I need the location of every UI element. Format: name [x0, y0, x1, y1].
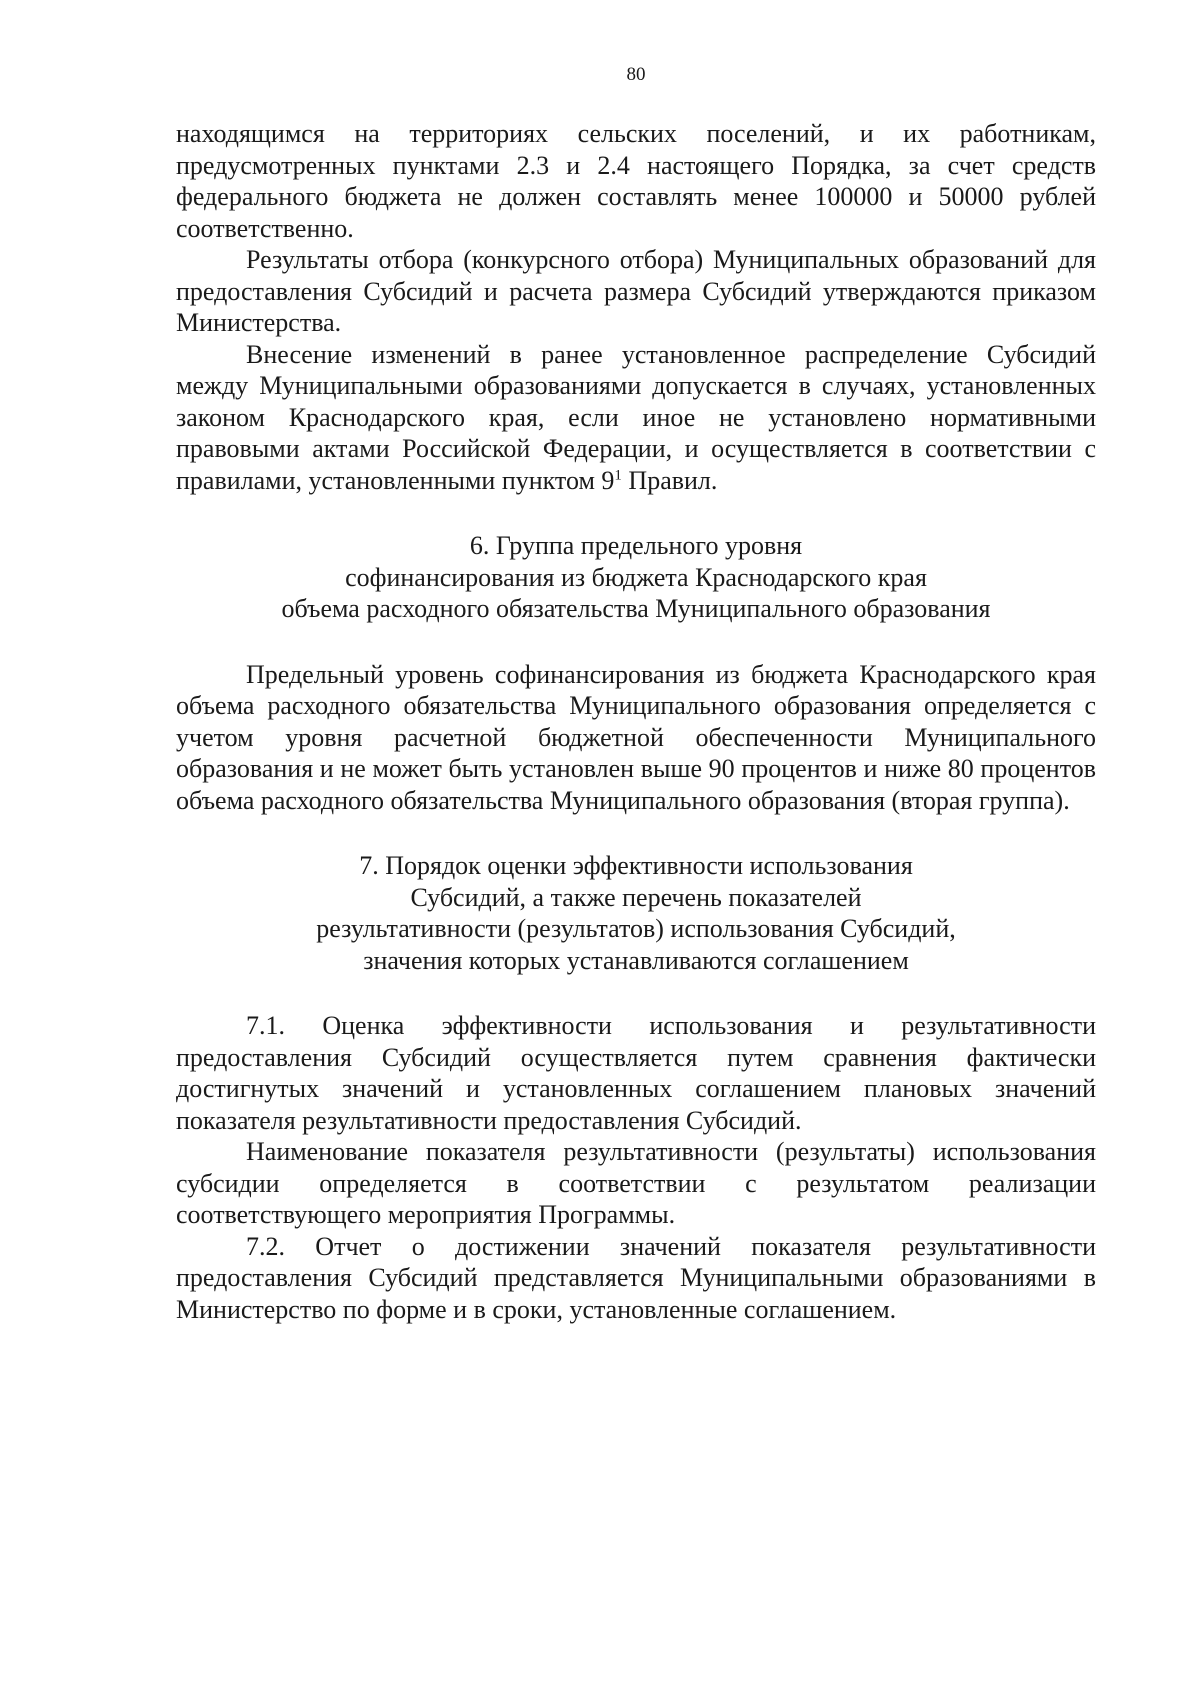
page-number: 80: [626, 64, 646, 85]
section-7-heading-line: Субсидий, а также перечень показателей: [410, 882, 862, 912]
paragraph-7-2: 7.2. Отчет о достижении значений показателя результативности предоставления Субсидий представляется Муниципальными образованиями в Министерство по форме и в сроки, установленные соглашением.: [176, 1231, 1096, 1324]
section-6-heading: [176, 530, 1096, 625]
footnote-superscript: 1: [614, 466, 622, 483]
section-7-heading-line: 7. Порядок оценки эффективности использования: [359, 851, 913, 880]
document-body: [176, 118, 1096, 1325]
paragraph-selection-results: Результаты отбора (конкурсного отбора) Муниципальных образований для предоставления Субсидий и расчета размера Субсидий утверждаются приказом Министерства.: [176, 245, 1096, 337]
section-6-heading-line: 6. Группа предельного уровня: [469, 531, 803, 560]
paragraph-distribution-changes: [176, 339, 1096, 497]
paragraph-7-1: 7.1. Оценка эффективности использования и результативности предоставления Субсидий осуществляется путем сравнения фактически достигнутых значений и установленных соглашением плановых значений показателя результативности предоставления Субсидий.: [176, 1011, 1096, 1135]
section-6-heading-line: объема расходного обязательства Муниципального образования: [281, 594, 991, 623]
section-7-heading-line: результативности (результатов) использования Субсидий,: [316, 914, 956, 943]
section-6-heading-line: софинансирования из бюджета Краснодарского края: [345, 562, 927, 592]
paragraph-distribution-changes-text: Внесение изменений в ранее установленное распределение Субсидий между Муниципальными образованиями допускается в случаях, установленных законом Краснодарского края, если иное не установлено нормативными правовыми актами Российской Федерации, и осуществляется в соответствии с правилами, установленными пунктом 9: [176, 339, 1096, 495]
paragraph-cofinancing-level: Предельный уровень софинансирования из бюджета Краснодарского края объема расходного обязательства Муниципального образования определяется с учетом уровня расчетной бюджетной обеспеченности Муниципального образования и не может быть установлен выше 90 процентов и ниже 80 процентов объема расходного обязательства Муниципального образования (вторая группа).: [176, 659, 1096, 815]
paragraph-indicator-name: Наименование показателя результативности (результаты) использования субсидии определяется в соответствии с результатом реализации соответствующего мероприятия Программы.: [176, 1137, 1096, 1229]
section-7-heading: [176, 850, 1096, 976]
paragraph-distribution-changes-tail: Правил.: [621, 465, 718, 495]
section-7-heading-line: значения которых устанавливаются соглашением: [363, 945, 909, 975]
paragraph-continuation: находящимся на территориях сельских поселений, и их работникам, предусмотренных пунктами 2.3 и 2.4 настоящего Порядка, за счет средств федерального бюджета не должен составлять менее 100000 и 50000 рублей соответственно.: [176, 119, 1096, 243]
